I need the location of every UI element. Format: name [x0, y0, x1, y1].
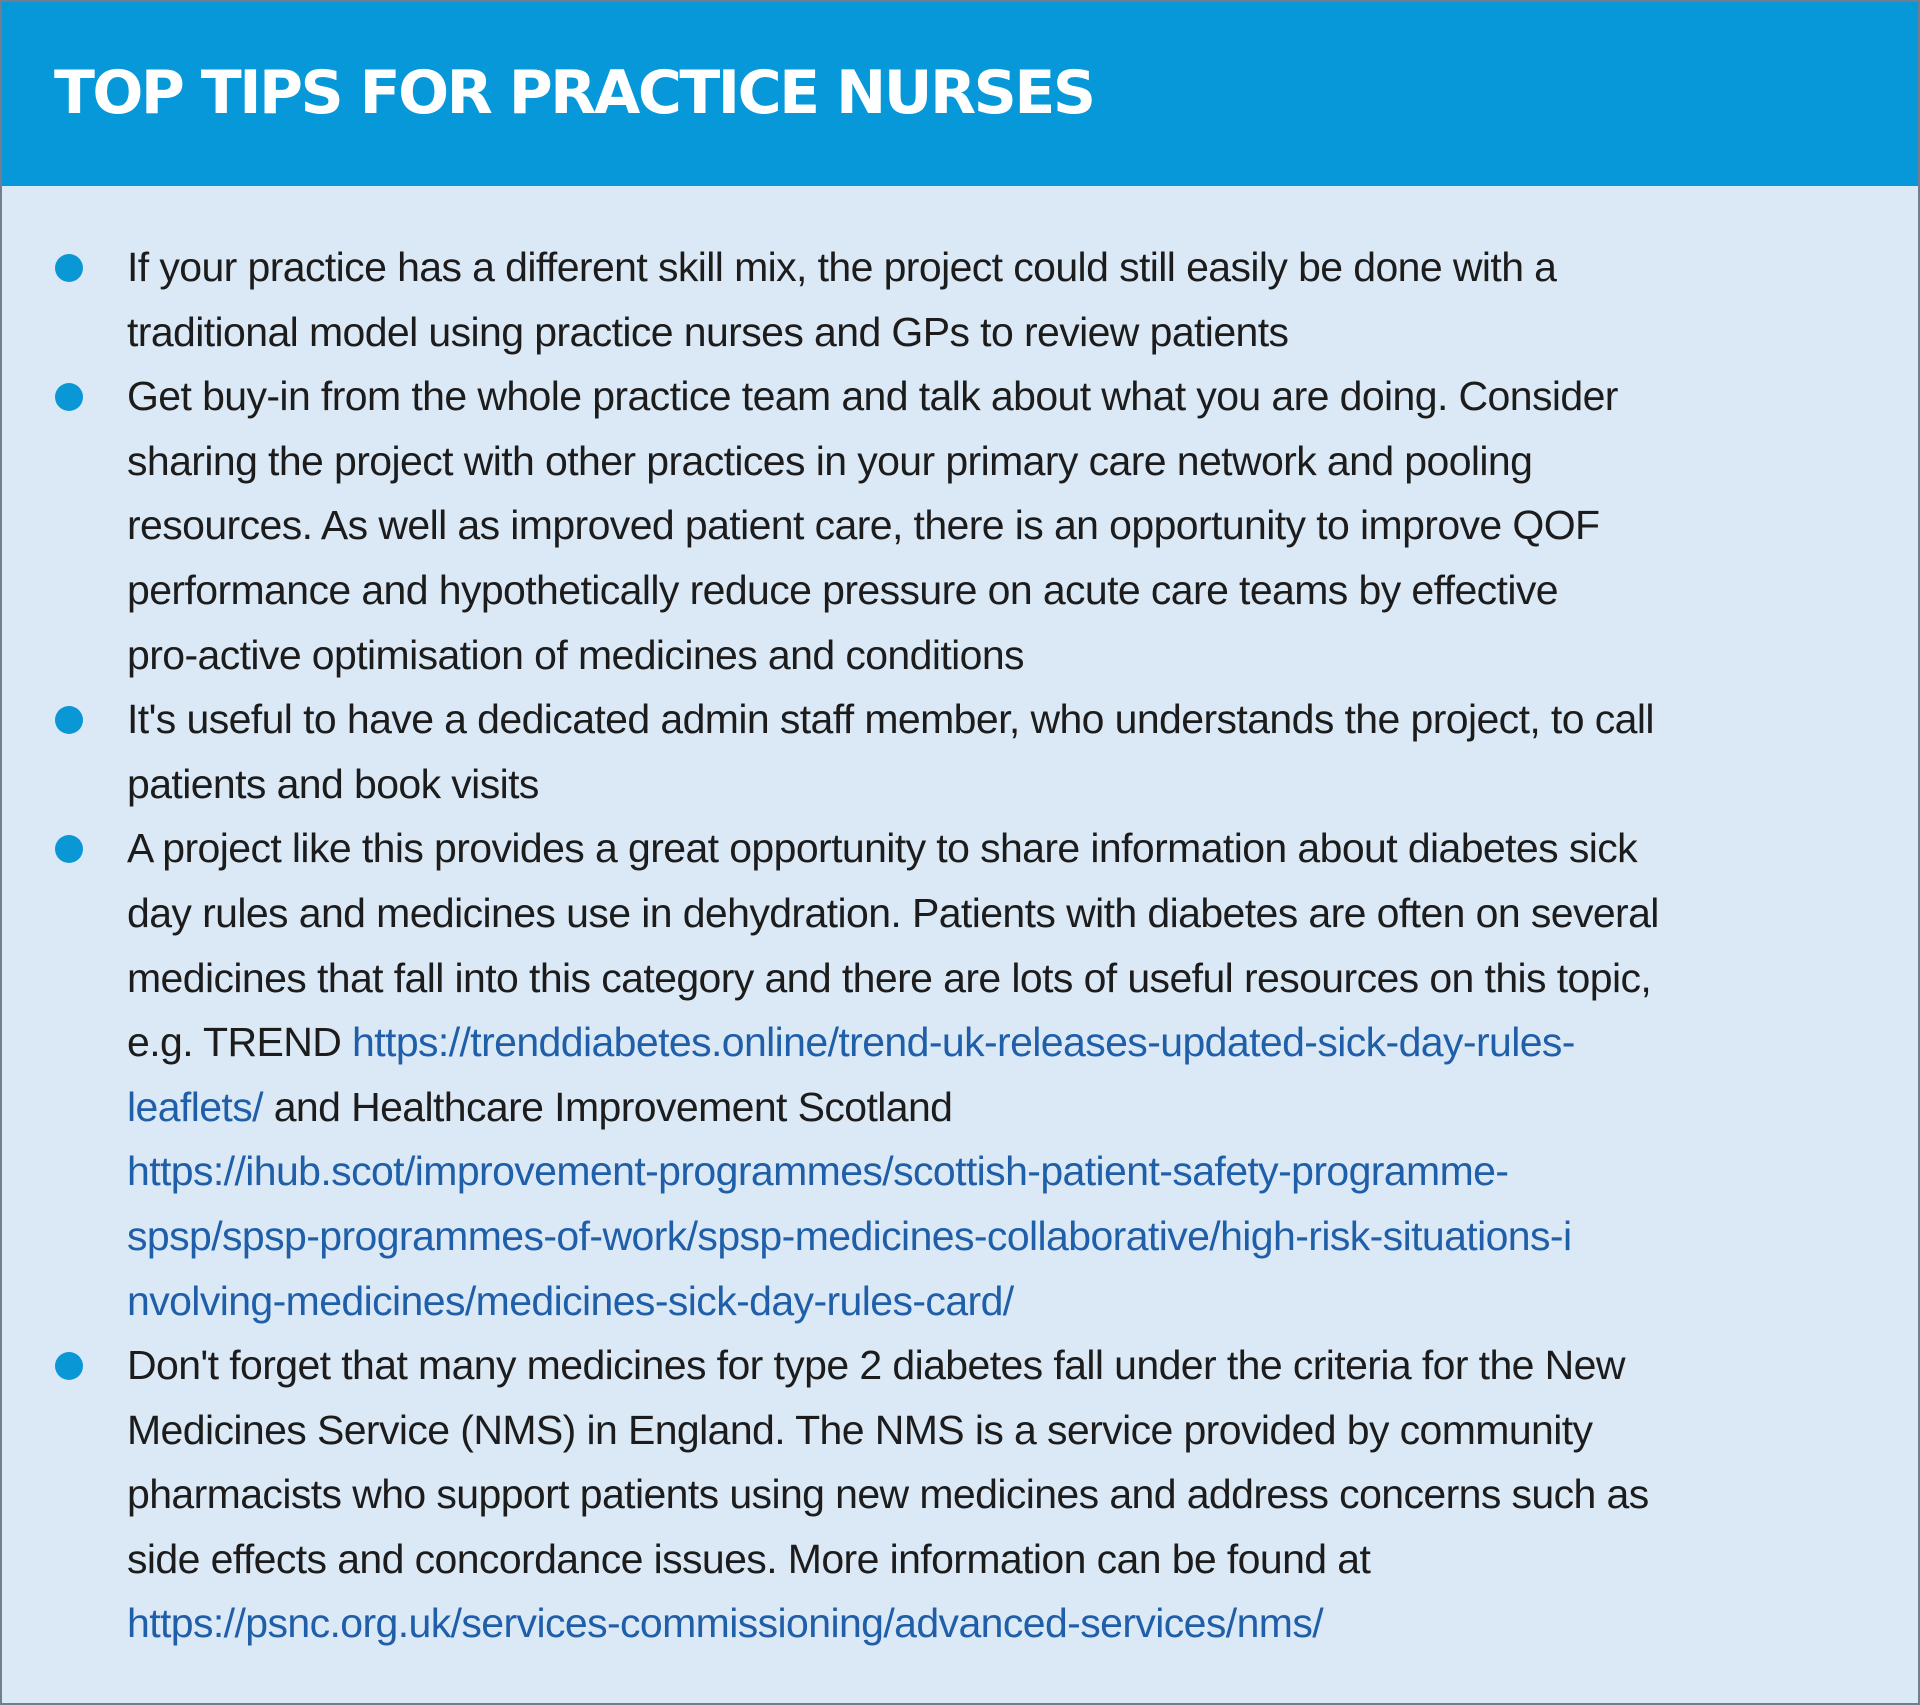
- tip-text-line: Don't forget that many medicines for type 2 diabetes fall under the criteria for the New: [127, 1342, 1625, 1389]
- tips-list: [2, 235, 1918, 1656]
- bullet-icon: [55, 1352, 83, 1380]
- tip-text-line: traditional model using practice nurses and GPs to review patients: [127, 308, 1289, 355]
- tip-admin-staff: [2, 687, 1918, 816]
- tip-text-line: Medicines Service (NMS) in England. The NMS is a service provided by community: [127, 1406, 1593, 1453]
- tip-text-line: A project like this provides a great opportunity to share information about diabetes sick: [127, 825, 1638, 872]
- trend-diabetes-link-continued[interactable]: leaflets/: [127, 1083, 263, 1130]
- tip-text-line: performance and hypothetically reduce pressure on acute care teams by effective: [127, 566, 1558, 613]
- ihub-scot-link[interactable]: https://ihub.scot/improvement-programmes/scottish-patient-safety-programme-: [127, 1148, 1509, 1195]
- tip-nms: [2, 1333, 1918, 1656]
- tip-text-line: [127, 1075, 1888, 1140]
- tip-text-line: side effects and concordance issues. More information can be found at: [127, 1535, 1371, 1582]
- tip-text-line: patients and book visits: [127, 760, 539, 807]
- tip-sick-day-rules: [2, 816, 1918, 1333]
- his-text: and Healthcare Improvement Scotland: [262, 1083, 953, 1130]
- bullet-icon: [55, 383, 83, 411]
- tip-text-line: pharmacists who support patients using new medicines and address concerns such as: [127, 1471, 1649, 1518]
- tip-text-line: Get buy-in from the whole practice team and talk about what you are doing. Consider: [127, 373, 1618, 420]
- tip-link-line: [127, 1591, 1888, 1656]
- panel-header: [2, 2, 1918, 186]
- tip-link-line: [127, 1204, 1888, 1269]
- tip-text-line: day rules and medicines use in dehydration. Patients with diabetes are often on several: [127, 889, 1659, 936]
- tip-text-line: It's useful to have a dedicated admin staff member, who understands the project, to call: [127, 696, 1654, 743]
- tip-text-line: sharing the project with other practices in your primary care network and pooling: [127, 437, 1533, 484]
- tip-link-line: [127, 1139, 1888, 1204]
- trend-diabetes-link[interactable]: https://trenddiabetes.online/trend-uk-releases-updated-sick-day-rules-: [352, 1019, 1575, 1066]
- tip-text-line: resources. As well as improved patient care, there is an opportunity to improve QOF: [127, 502, 1600, 549]
- tip-link-line: [127, 1269, 1888, 1334]
- tip-skill-mix: [2, 235, 1918, 364]
- tip-text-line: [127, 1010, 1888, 1075]
- bullet-icon: [55, 706, 83, 734]
- trend-prefix: e.g. TREND: [127, 1019, 353, 1066]
- ihub-scot-link-end[interactable]: nvolving-medicines/medicines-sick-day-rules-card/: [127, 1277, 1014, 1324]
- bullet-icon: [55, 254, 83, 282]
- panel-title: TOP TIPS FOR PRACTICE NURSES: [54, 58, 1094, 128]
- psnc-nms-link[interactable]: https://psnc.org.uk/services-commissioning/advanced-services/nms/: [127, 1600, 1324, 1647]
- tip-text-line: If your practice has a different skill mix, the project could still easily be done with a: [127, 244, 1557, 290]
- tip-text-line: medicines that fall into this category and there are lots of useful resources on this topic,: [127, 954, 1652, 1001]
- ihub-scot-link-continued[interactable]: spsp/spsp-programmes-of-work/spsp-medicines-collaborative/high-risk-situations-i: [127, 1212, 1572, 1259]
- bullet-icon: [55, 835, 83, 863]
- tip-text-line: pro-active optimisation of medicines and conditions: [127, 631, 1024, 678]
- tip-buy-in: [2, 364, 1918, 687]
